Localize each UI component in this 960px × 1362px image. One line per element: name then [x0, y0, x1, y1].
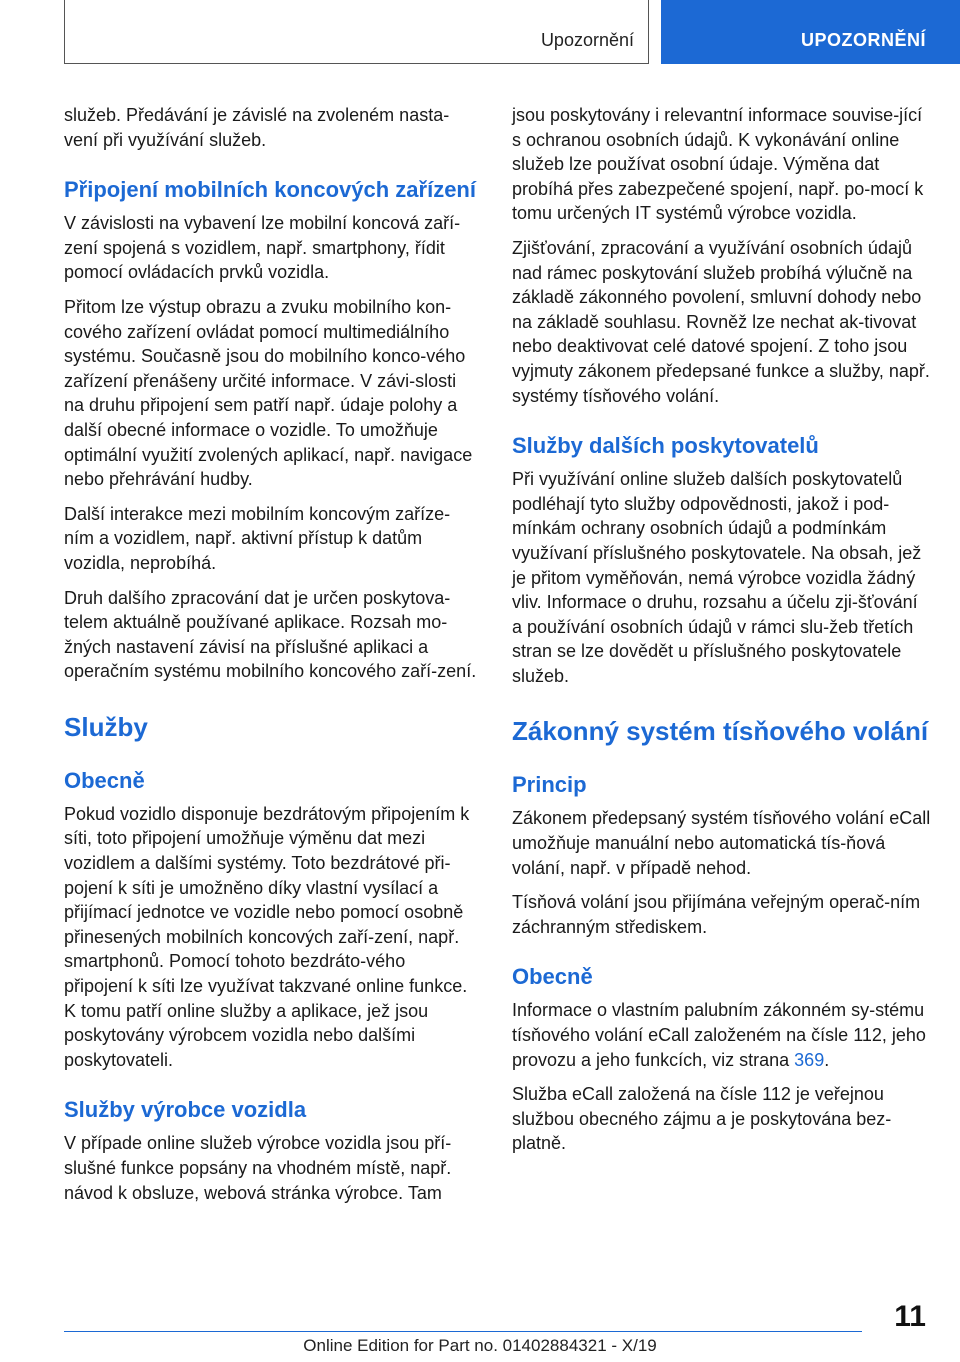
paragraph: V závislosti na vybavení lze mobilní koncová zaří‐zení spojená s vozidlem, např. smartphony, řídit pomocí ovládacích prvků vozidla.	[64, 213, 461, 283]
heading-emergency-call-system: Zákonný systém tísňového volání	[512, 716, 929, 747]
page-number: 11	[894, 1300, 926, 1333]
header-chapter-label: UPOZORNĚNÍ	[800, 30, 926, 50]
heading-general: Obecně	[512, 964, 593, 990]
paragraph: V případe online služeb výrobce vozidla jsou pří‐slušné funkce popsány na vhodném místě, např. návod k obsluze, webová stránka výrobce. Tam	[64, 1133, 452, 1203]
paragraph: Zjišťování, zpracování a využívání osobních údajů nad rámec poskytování služeb probíhá výlučně na základě zákonného povolení, smluvní dohody nebo na základě souhlasu. Rovněž lze nechat ak‐tivovat nebo deaktivovat celé datové spojení. Z toho jsou vyjmuty zákonem předepsané funkce a služby, např. systémy tísňového volání.	[512, 237, 930, 406]
paragraph: služeb. Předávání je závislé na zvoleném nasta‐vení při využívání služeb.	[64, 105, 450, 150]
heading-manufacturer-services: Služby výrobce vozidla	[64, 1097, 307, 1123]
footer-divider	[64, 1331, 862, 1332]
header-section-box	[64, 0, 649, 64]
heading-principle: Princip	[512, 772, 587, 798]
paragraph	[512, 998, 932, 1072]
header-section-title: Upozornění	[540, 30, 634, 50]
heading-mobile-devices: Připojení mobilních koncových zařízení	[64, 177, 476, 203]
paragraph: Pokud vozidlo disponuje bezdrátovým připojením k síti, toto připojení umožňuje výměnu dat mezi vozidlem a dalšími systémy. Toto bezdrátové při‐pojení k síti je umožněno díky vlastní vysílací a přijímací jednotce ve vozidle nebo pomocí osobně přinesených mobilních koncových zaří‐zení, např. smartphonů. Pomocí tohoto bezdráto‐vého připojení k síti lze využívat takzvané online funkce. K tomu patří online služby a aplikace, jež jsou poskytovány výrobcem vozidla nebo dalšími poskytovateli.	[64, 803, 470, 1070]
page-reference-link[interactable]: 369	[794, 1049, 825, 1070]
heading-general: Obecně	[64, 767, 145, 793]
footer-edition: Online Edition for Part no. 01402884321 - X/19	[303, 1336, 657, 1355]
paragraph: Druh dalšího zpracování dat je určen poskytova‐telem aktuálně používané aplikace. Rozsah mo‐žných nastavení závisí na příslušné aplikaci a operačním systému mobilního koncového zaří‐zení.	[64, 587, 477, 682]
paragraph-text: Informace o vlastním palubním zákonném sy‐stému tísňového volání eCall založeném na čísle 112, jeho provozu a jeho funkcích, viz strana	[512, 1000, 926, 1070]
paragraph: Přitom lze výstup obrazu a zvuku mobilního kon‐cového zařízení ovládat pomocí multimediálního systému. Současně jsou do mobilního konco‐vého zařízení přenášeny určité informace. V závi‐slosti na druhu připojení sem patří např. údaje polohy a další obecné informace o vozidle. To umožňuje optimální využití zvolených aplikací, např. navigace nebo přehrávání hudby.	[64, 296, 473, 490]
heading-services: Služby	[64, 711, 148, 742]
paragraph: Služba eCall založená na čísle 112 je veřejnou službou obecného zájmu a je poskytována bez‐platně.	[512, 1084, 892, 1154]
heading-third-party-services: Služby dalších poskytovatelů	[512, 433, 819, 459]
paragraph-end: .	[824, 1049, 830, 1070]
header-chapter-tab	[661, 0, 960, 64]
right-column	[512, 103, 932, 1166]
paragraph: Zákonem předepsaný systém tísňového volání eCall umožňuje manuální nebo automatická tís‐ňová volání, např. v případě nehod.	[512, 808, 931, 878]
paragraph: Další interakce mezi mobilním koncovým zaříze‐ním a vozidlem, např. aktivní přístup k datům vozidla, neprobíhá.	[64, 503, 451, 573]
left-column	[64, 103, 479, 1215]
paragraph: jsou poskytovány i relevantní informace souvise‐jící s ochranou osobních údajů. K vykonávání online služeb lze používat osobní údaje. Výměna dat probíhá přes zabezpečené spojení, např. po‐mocí k tomu určených IT systémů výrobce vozidla.	[512, 105, 924, 224]
paragraph: Při využívání online služeb dalších poskytovatelů podléhají tyto služby odpovědnosti, jakož i pod‐mínkám ochrany osobních údajů a podmínkám využívaní příslušného poskytovatele. Na obsah, jež je přitom vyměňován, nemá výrobce vozidla žádný vliv. Informace o druhu, rozsahu a účelu zji‐šťování a používání osobních údajů v rámci slu‐žeb třetích stran se lze dovědět u příslušného poskytovatele služeb.	[512, 469, 922, 686]
paragraph: Tísňová volání jsou přijímána veřejným operač‐ním záchranným střediskem.	[512, 892, 921, 937]
